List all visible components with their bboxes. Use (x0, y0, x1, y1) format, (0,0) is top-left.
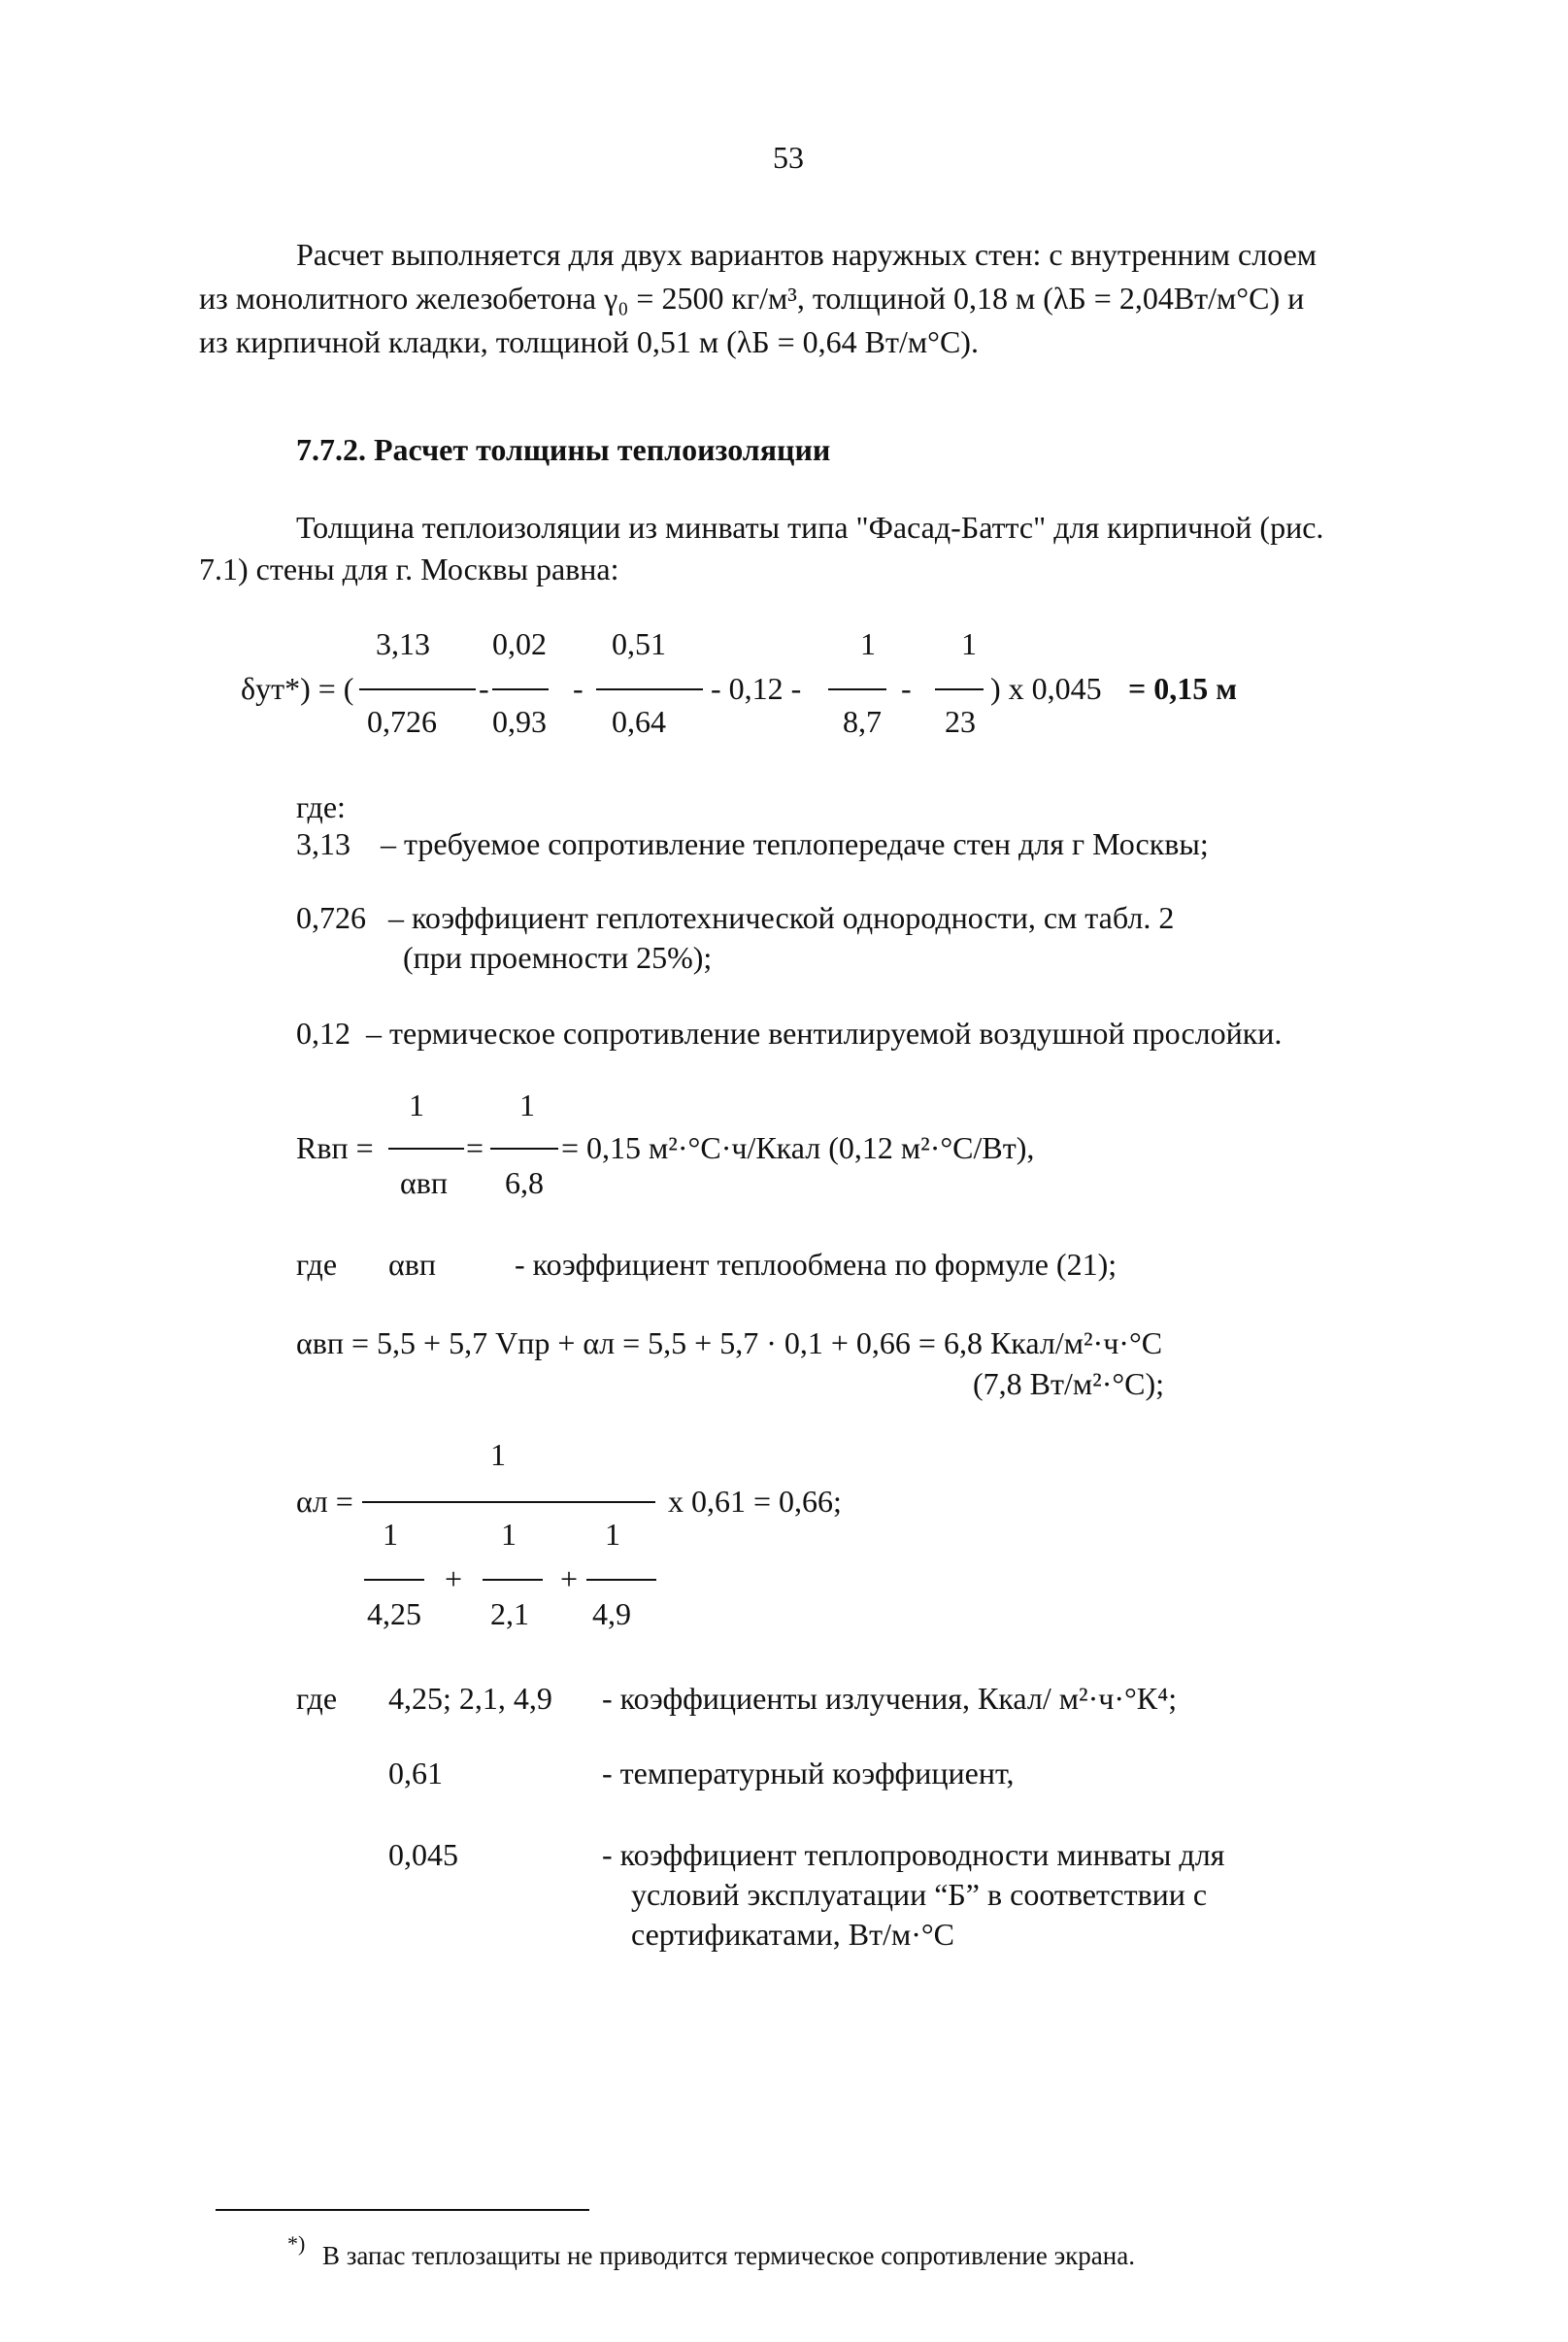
where-sym-alpha: αвп (388, 1247, 436, 1282)
al-main-bar (362, 1501, 655, 1503)
where-key-3-13: 3,13 (296, 826, 350, 861)
formula-al-d3: 4,9 (592, 1596, 631, 1631)
where-text-0-045-cont-2: сертификатами, Вт/м·°С (631, 1917, 954, 1952)
section-heading: 7.7.2. Расчет толщины теплоизоляции (296, 432, 831, 467)
where-label-3: где (296, 1681, 338, 1716)
where-text-0-726-cont: (при проемности 25%); (403, 940, 713, 975)
para-line-1: Толщина теплоизоляции из минваты типа "Фасад-Баттс" для кирпичной (рис. (296, 510, 1324, 545)
formula-al-rhs: x 0,61 = 0,66; (668, 1484, 842, 1519)
para-line-2: 7.1) стены для г. Москвы равна: (199, 552, 619, 586)
formula-main-tail: ) x 0,045 (990, 671, 1102, 706)
footnote-text: В запас теплозащиты не приводится термическое сопротивление экрана. (322, 2241, 1135, 2270)
fraction-bar-1 (359, 688, 476, 690)
where-key-emission: 4,25; 2,1, 4,9 (388, 1681, 552, 1716)
fraction-bar-2 (492, 688, 549, 690)
al-sub-bar-3 (586, 1579, 656, 1581)
formula-al-plus-1: + (445, 1561, 463, 1596)
formula-al-d1: 4,25 (367, 1596, 421, 1631)
formula-al-lhs: αл = (296, 1484, 353, 1519)
intro-line-2: из монолитного железобетона γ₀ = 2500 кг/м³, толщиной 0,18 м (λБ = 2,04Вт/м°С) и (199, 281, 1305, 316)
fraction-bar-5 (828, 688, 886, 690)
formula-r-n1: 1 (409, 1087, 424, 1122)
formula-al-plus-2: + (560, 1561, 579, 1596)
formula-r-lhs: Rвп = (296, 1130, 374, 1165)
fraction-bar-6 (935, 688, 984, 690)
minus-1: - (479, 671, 489, 706)
formula-alpha-line-2: (7,8 Вт/м²·°С); (973, 1366, 1165, 1401)
minus-3: - (901, 671, 912, 706)
where-text-0-045-cont-1: условий эксплуатации “Б” в соответствии с (631, 1877, 1208, 1912)
where-text-emission: - коэффициенты излучения, Ккал/ м²·ч·°К⁴; (602, 1681, 1178, 1716)
formula-main-d2: 0,93 (492, 704, 547, 739)
where-text-0-12: – термическое сопротивление вентилируемой воздушной прослойки. (366, 1016, 1283, 1051)
formula-main-lhs: δут*) = ( (241, 671, 354, 706)
fraction-bar-3 (596, 688, 703, 690)
formula-main-n1: 3,13 (376, 626, 430, 661)
where-text-0-61: - температурный коэффициент, (602, 1756, 1015, 1790)
r-fraction-bar-1 (388, 1148, 464, 1150)
formula-main-n3: 0,51 (612, 626, 666, 661)
formula-r-d1: αвп (400, 1165, 448, 1200)
page-number: 53 (773, 140, 804, 175)
formula-main-d5: 8,7 (843, 704, 882, 739)
formula-main-n6: 1 (961, 626, 977, 661)
where-text-0-726: – коэффициент геплотехнической однородности, см табл. 2 (388, 900, 1175, 935)
intro-line-1: Расчет выполняется для двух вариантов наружных стен: с внутренним слоем (296, 237, 1318, 272)
formula-r-n2: 1 (519, 1087, 535, 1122)
formula-al-n1: 1 (383, 1517, 398, 1552)
where-label-1: где: (296, 789, 346, 824)
al-sub-bar-2 (483, 1579, 543, 1581)
formula-al-n3: 1 (605, 1517, 620, 1552)
formula-al-num: 1 (490, 1437, 506, 1472)
formula-main-n2: 0,02 (492, 626, 547, 661)
formula-al-n2: 1 (501, 1517, 517, 1552)
footnote-mark: *) (287, 2231, 306, 2256)
formula-alpha-line-1: αвп = 5,5 + 5,7 Vпр + αл = 5,5 + 5,7 · 0,1 + 0,66 = 6,8 Ккал/м²·ч·°С (296, 1325, 1163, 1360)
al-sub-bar-1 (364, 1579, 424, 1581)
where-text-0-045: - коэффициент теплопроводности минваты для (602, 1837, 1225, 1872)
formula-r-d2: 6,8 (505, 1165, 544, 1200)
formula-r-rhs: = 0,15 м²·°С·ч/Ккал (0,12 м²·°С/Вт), (561, 1130, 1035, 1165)
formula-main-d6: 23 (945, 704, 976, 739)
where-key-0-12: 0,12 (296, 1016, 350, 1051)
where-key-0-045: 0,045 (388, 1837, 458, 1872)
intro-line-3: из кирпичной кладки, толщиной 0,51 м (λБ = 0,64 Вт/м°С). (199, 324, 979, 359)
formula-main-d1: 0,726 (367, 704, 437, 739)
where-label-2: где (296, 1247, 338, 1282)
footnote-rule (216, 2209, 589, 2211)
minus-2: - (573, 671, 584, 706)
formula-main-d3: 0,64 (612, 704, 666, 739)
where-text-alpha: - коэффициент теплообмена по формуле (21); (515, 1247, 1118, 1282)
formula-main-n5: 1 (860, 626, 876, 661)
formula-main-term4: - 0,12 - (711, 671, 802, 706)
formula-al-d2: 2,1 (490, 1596, 529, 1631)
formula-r-eq: = (466, 1130, 484, 1165)
where-key-0-726: 0,726 (296, 900, 366, 935)
formula-main-result: = 0,15 м (1128, 671, 1238, 706)
where-key-0-61: 0,61 (388, 1756, 443, 1790)
r-fraction-bar-2 (490, 1148, 558, 1150)
where-text-3-13: – требуемое сопротивление теплопередаче стен для г Москвы; (381, 826, 1209, 861)
